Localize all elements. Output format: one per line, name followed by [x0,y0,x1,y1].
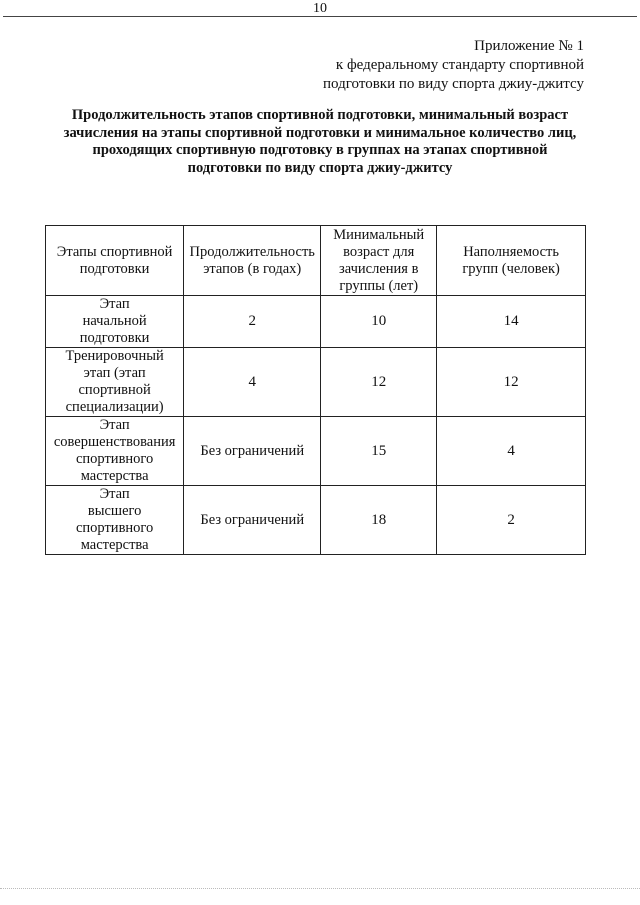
appendix-line-2: к федеральному стандарту спортивной [335,57,584,73]
cell-duration: Без ограничений [184,486,321,555]
cell-min-age: 12 [321,348,437,417]
page-number: 10 [313,1,327,16]
header-duration: Продолжительность этапов (в годах) [184,226,321,296]
header-min-age: Минимальный возраст для зачисления в группы (лет) [321,226,437,296]
cell-min-age: 18 [321,486,437,555]
title-line-1: Продолжительность этапов спортивной подготовки, минимальный возраст [71,107,569,123]
cell-stage: Тренировочный этап (этап спортивной специализации) [46,348,184,417]
cell-group-size: 12 [437,348,586,417]
table-row [46,296,586,348]
table-row [46,348,586,417]
scan-noise-line [0,888,640,891]
title-line-3: проходящих спортивную подготовку в группах на этапах спортивной [92,142,548,158]
header-group-size: Наполняемость групп (человек) [437,226,586,296]
top-rule [3,16,637,17]
appendix-line-3: подготовки по виду спорта джиу-джитсу [323,76,584,92]
stages-table [45,225,586,555]
table-row [46,486,586,555]
cell-group-size: 2 [437,486,586,555]
cell-duration: Без ограничений [184,417,321,486]
cell-group-size: 4 [437,417,586,486]
cell-duration: 4 [184,348,321,417]
appendix-heading [323,37,584,94]
header-stages: Этапы спортивной подготовки [46,226,184,296]
cell-duration: 2 [184,296,321,348]
cell-min-age: 10 [321,296,437,348]
title-line-4: подготовки по виду спорта джиу-джитсу [187,159,453,176]
table-header-row [46,226,586,296]
cell-stage: Этап совершенствования спортивного мастерства [46,417,184,486]
appendix-line-1: Приложение № 1 [474,38,584,54]
table-row [46,417,586,486]
cell-stage: Этап начальной подготовки [46,296,184,348]
cell-group-size: 14 [437,296,586,348]
cell-stage: Этап высшего спортивного мастерства [46,486,184,555]
cell-min-age: 15 [321,417,437,486]
document-title [40,107,600,177]
title-line-2: зачисления на этапы спортивной подготовки и минимальное количество лиц, [63,124,577,141]
